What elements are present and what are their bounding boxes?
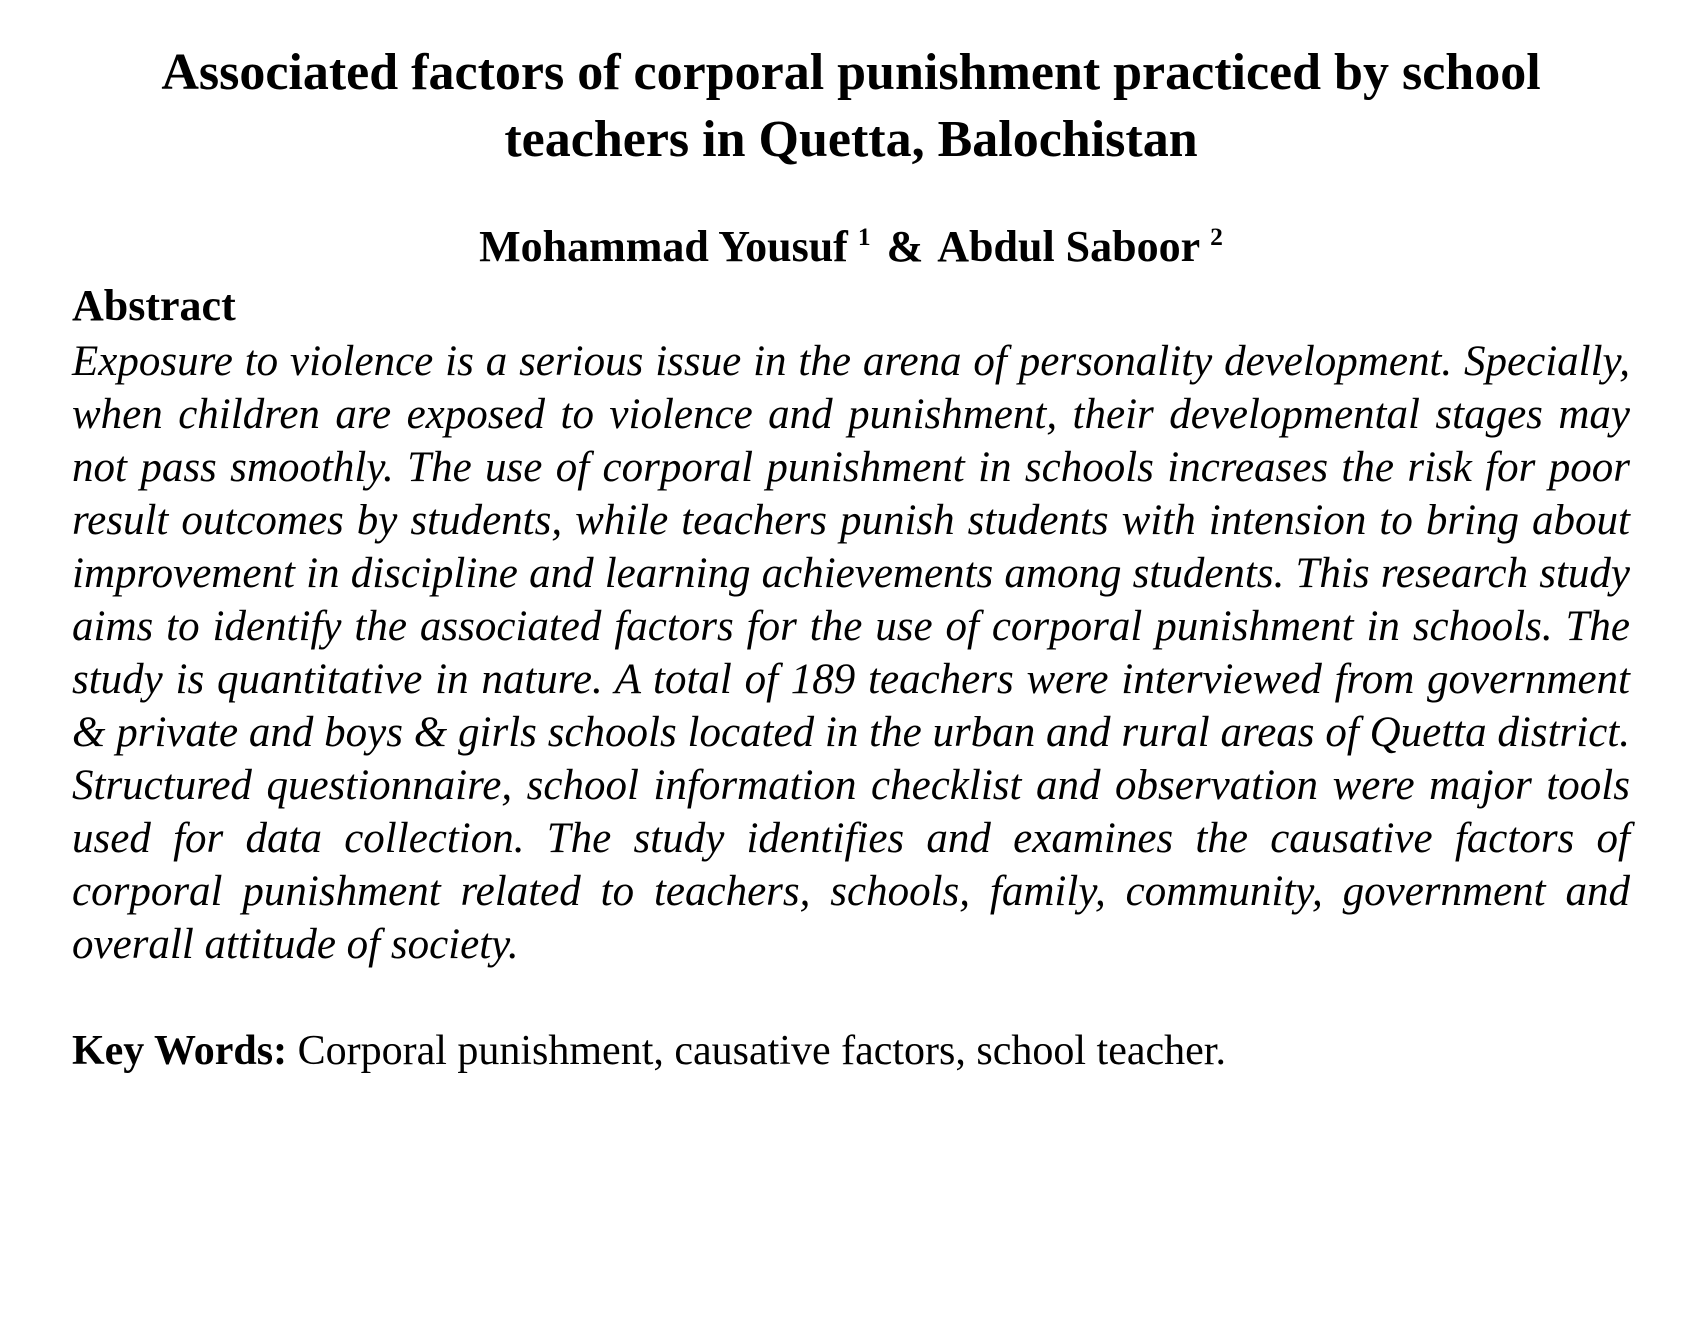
- paper-title-line1: Associated factors of corporal punishment practiced by school: [161, 44, 1541, 101]
- author-name-2: Abdul Saboor: [937, 222, 1201, 272]
- author-affiliation-superscript-2: 2: [1210, 222, 1223, 252]
- keywords-line: [72, 1027, 1630, 1075]
- keywords-text: Corporal punishment, causative factors, school teacher.: [297, 1028, 1226, 1075]
- keywords-label: Key Words:: [72, 1028, 288, 1075]
- author-name-1: Mohammad Yousuf: [479, 222, 848, 272]
- abstract-body-text: Exposure to violence is a serious issue in the arena of personality development. Specially, when children are exposed to violence and punishment, their developmental stages may not pass smoothly. The use of corporal punishment in schools increases the risk for poor result outcomes by students, while teachers punish students with intension to bring about improvement in discipline and learning achievements among students. This research study aims to identify the associated factors for the use of corporal punishment in schools. The study is quantitative in nature. A total of 189 teachers were interviewed from government & private and boys & girls schools located in the urban and rural areas of Quetta district. Structured questionnaire, school information checklist and observation were major tools used for data collection. The study identifies and examines the causative factors of corporal punishment related to teachers, schools, family, community, government and overall attitude of society.: [72, 338, 1630, 969]
- paper-title: [72, 40, 1630, 173]
- author-affiliation-superscript-1: 1: [857, 222, 871, 252]
- author-separator: &: [886, 222, 924, 272]
- author-line: [72, 221, 1630, 272]
- abstract-heading: Abstract: [72, 281, 236, 331]
- paper-title-line2: teachers in Quetta, Balochistan: [504, 110, 1198, 168]
